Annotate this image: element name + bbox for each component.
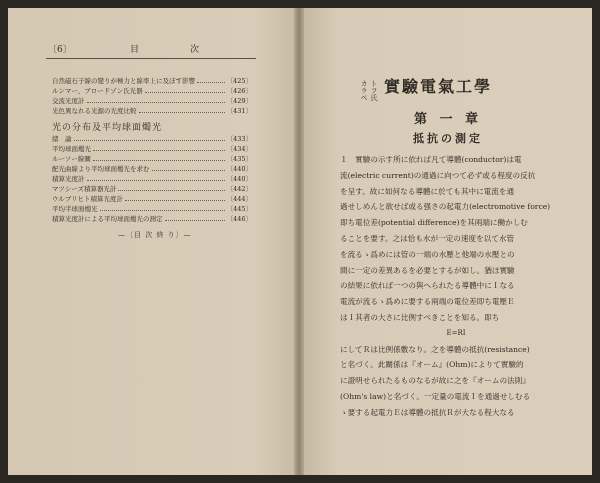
book-gutter (294, 8, 304, 475)
toc-entry: 交流光度計 〔429〕 (52, 97, 252, 105)
toc-entry: 自然磁石子線の變りが極力と線率上に及ぼす影響 〔425〕 (52, 77, 252, 85)
toc-entry: 緒 論 〔433〕 (52, 135, 252, 143)
text-line: 電流が流るゝ爲めに要する兩端の電位差即ち電壓Ｅ (340, 297, 515, 307)
text-line: を呈す。故に如何なる導體に於ても其中に電流を通 (340, 186, 515, 196)
toc-entry: 積算光度計 〔440〕 (52, 175, 252, 183)
toc-entry: ルーソー線圖 〔435〕 (52, 155, 252, 163)
text-line: 間に一定の差異あるを必要とするが如し。猶ほ實驗 (340, 265, 515, 275)
text-line: ることを要す。之は恰も水が一定の速度を以て水管 (340, 233, 515, 243)
toc-group-b (52, 134, 252, 224)
section-heading: 光の分布及平均球面燭光 (52, 123, 163, 133)
text-line: 過せしめんと欲せば或る强さの起電力(electromotive force) (340, 202, 551, 212)
text-line: はＩ其者の大さに比例すべきことを知る。即ち (340, 312, 500, 322)
book-title: 實驗電氣工學 (384, 77, 493, 96)
text-line: １ 實驗の示す所に依れば凡て導體(conductor)は電 (340, 155, 522, 164)
toc-entry: 平均球面燭光 〔434〕 (52, 145, 252, 153)
toc-entry: 平均半球面燭光 〔445〕 (52, 205, 252, 213)
chapter-heading: 第 一 章 (413, 112, 483, 127)
formula: E=RI (446, 328, 466, 337)
header-title-char-2: 次 (190, 45, 200, 55)
text-line: (Ohm's law)と名づく。一定量の電流Ｉを通過せしむる (340, 391, 531, 401)
right-page (304, 8, 592, 475)
text-line: と名づく。此關係は『オーム』(Ohm)によりて實驗的 (340, 360, 524, 370)
header-rule (46, 58, 256, 59)
toc-group-a (52, 76, 252, 116)
text-line: の結果に依れば一つの與へられたる導體中にＩなる (340, 281, 515, 291)
header-title-char-1: 目 (130, 45, 140, 55)
toc-end-mark: —〔目 次 終 り〕— (118, 231, 192, 239)
text-line: 流(electric current)の通過に向つて必ず或る程度の反抗 (340, 170, 536, 180)
text-line: に證明せられたるものなるが故に之を『オームの法則』 (340, 376, 530, 386)
chapter-subtitle: 抵抗の測定 (413, 132, 483, 145)
author-line-2: トフ氏 (370, 80, 378, 101)
text-line: にしてＲは比例係數なり。之を導體の抵抗(resistance) (340, 344, 530, 354)
toc-entry: ウルブリヒト積算光度計 〔444〕 (52, 195, 252, 203)
toc-entry: 配光曲線より平均球面燭光を求む 〔440〕 (52, 165, 252, 173)
toc-entry: 光色異なれる光源の光度比較 〔431〕 (52, 107, 252, 115)
author-line-1: カラベ (360, 80, 368, 101)
left-page (8, 8, 294, 475)
toc-entry: 積算光度計による平均球面燭光の測定 〔446〕 (52, 215, 252, 223)
toc-entry: マツシーズ積算器光計 〔442〕 (52, 185, 252, 193)
text-line: を流るゝ爲めには管の一端の水壓と他端の水壓との (340, 249, 515, 259)
text-line: ゝ要する起電力Ｅは導體の抵抗Ｒが大なる程大なる (340, 407, 515, 417)
body-text (340, 152, 572, 421)
toc-entry: ルンマー、ブロードゾン氏光器 〔426〕 (52, 87, 252, 95)
page-number: 〔6〕 (48, 45, 72, 55)
book-spread (8, 8, 592, 475)
text-line: 即ち電位差(potential difference)を其兩端に働かしむ (340, 218, 528, 228)
running-header (48, 42, 248, 54)
